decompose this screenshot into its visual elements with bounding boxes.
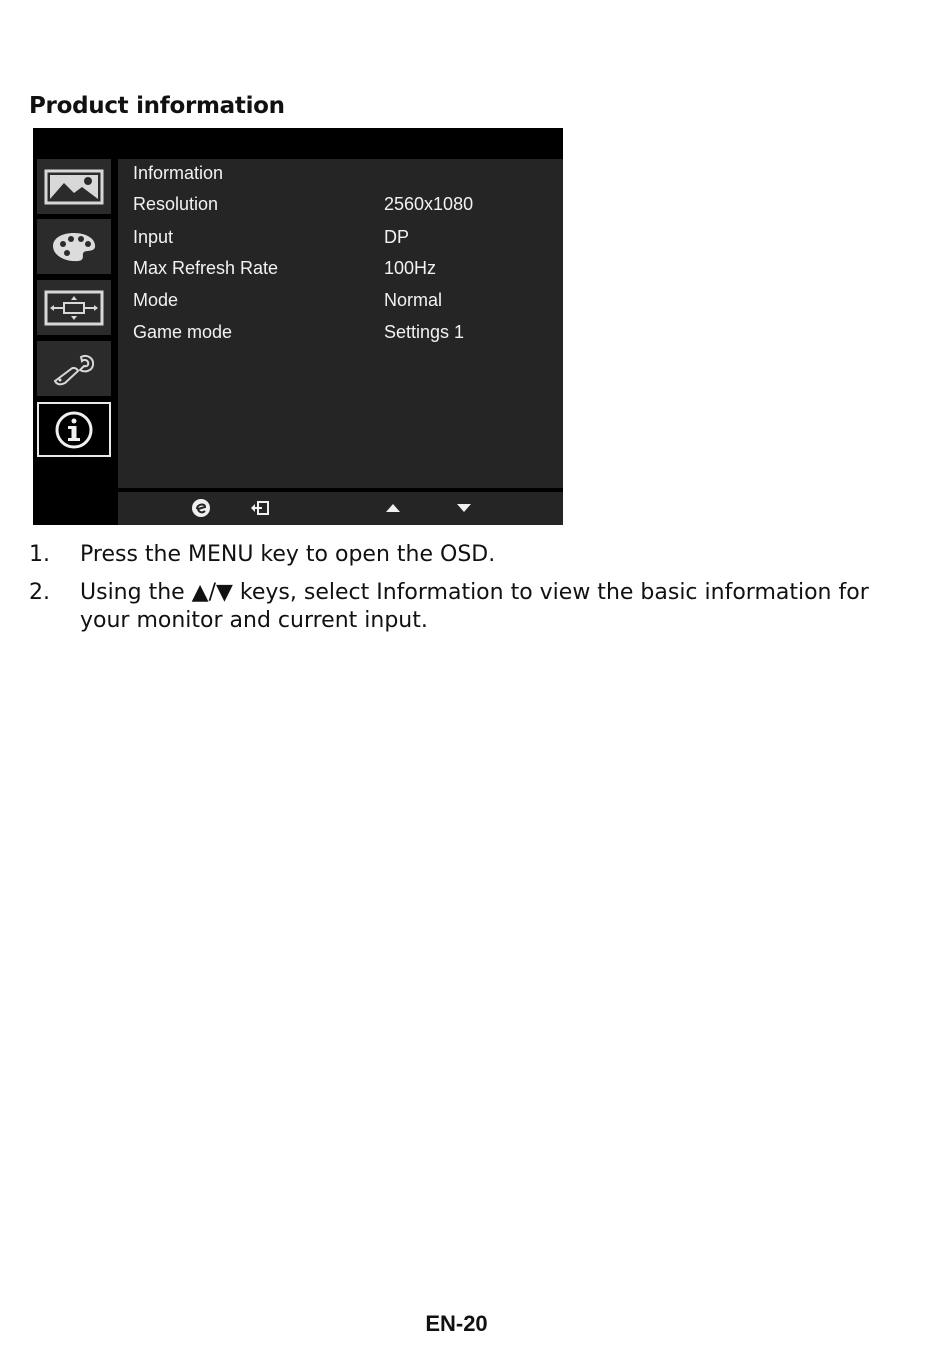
game-mode-value: Settings 1	[384, 322, 465, 342]
exit-icon[interactable]	[249, 498, 271, 518]
osd-sidebar	[33, 128, 117, 525]
osd-section-title: Information	[133, 163, 224, 183]
step-text: Press the MENU key to open the OSD.	[80, 542, 496, 567]
picture-icon	[37, 159, 111, 214]
osd-info-panel	[118, 159, 563, 488]
down-arrow-icon[interactable]	[454, 498, 474, 518]
up-arrow-icon[interactable]	[383, 498, 403, 518]
settings-wrench-icon	[37, 341, 111, 396]
osd-screenshot	[33, 128, 563, 525]
osd-footer-bar	[118, 492, 563, 525]
mode-value: Normal	[384, 290, 443, 310]
mode-label: Mode	[133, 290, 179, 310]
input-value: DP	[384, 227, 410, 247]
section-heading: Product information	[29, 93, 285, 119]
game-mode-label: Game mode	[133, 322, 233, 342]
step-number: 1.	[29, 542, 50, 567]
step-item	[29, 541, 909, 569]
step-text: Using the ▲/▼ keys, select Information to view the basic information for your monitor and current input.	[80, 580, 869, 633]
e-key-icon[interactable]	[190, 498, 212, 518]
max-refresh-rate-value: 100Hz	[384, 258, 437, 278]
step-number: 2.	[29, 580, 50, 605]
resolution-value: 2560x1080	[384, 194, 474, 214]
display-position-icon	[37, 280, 111, 335]
instruction-steps	[29, 541, 909, 645]
resolution-label: Resolution	[133, 194, 219, 214]
color-palette-icon	[37, 219, 111, 274]
info-icon	[37, 402, 111, 457]
page-number: EN-20	[425, 1311, 488, 1336]
input-label: Input	[133, 227, 174, 247]
step-item	[29, 579, 909, 635]
max-refresh-rate-label: Max Refresh Rate	[133, 258, 279, 278]
